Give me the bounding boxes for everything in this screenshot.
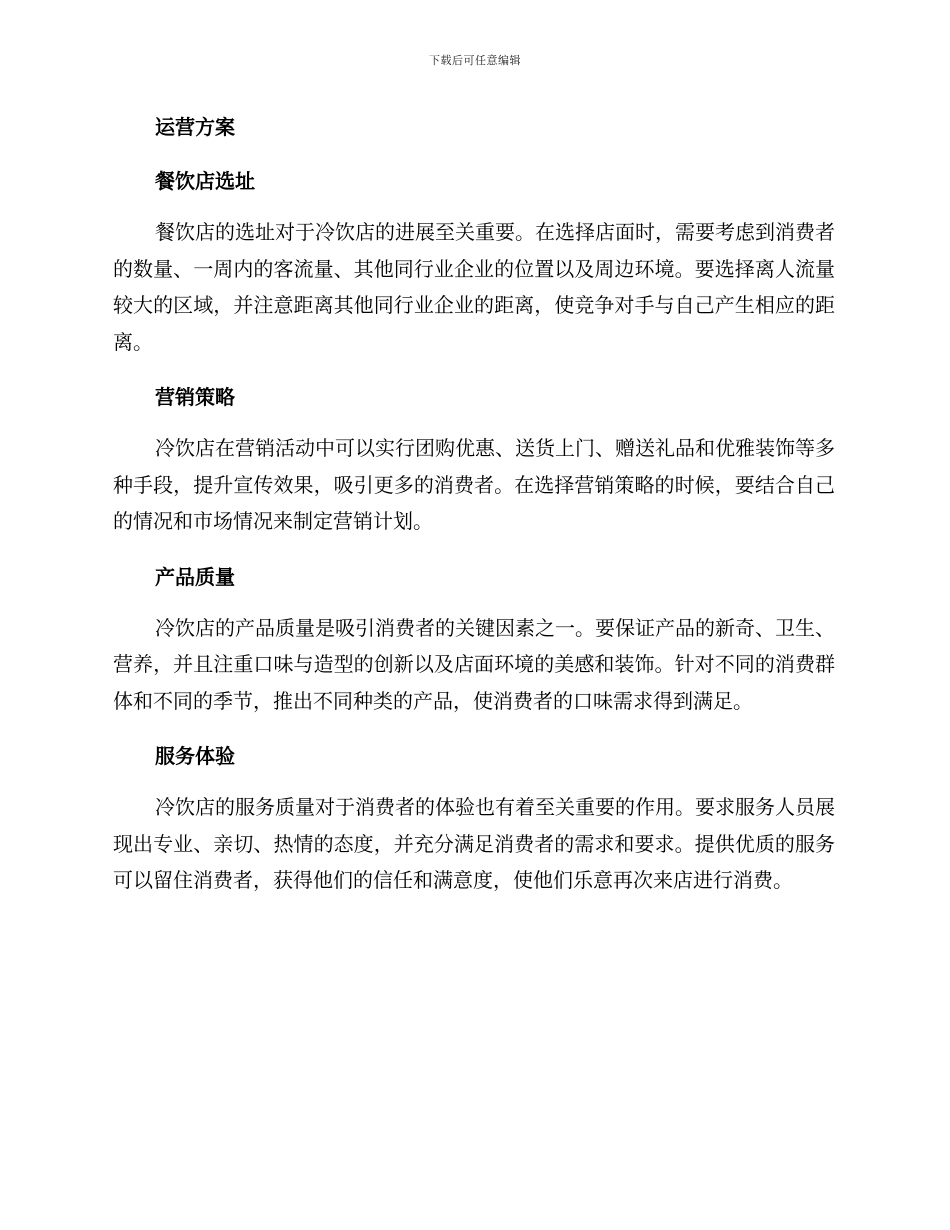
section-product-quality [113,558,835,720]
section-paragraph: 冷饮店在营销活动中可以实行团购优惠、送货上门、赠送礼品和优雅装饰等多种手段，提升宣传效果，吸引更多的消费者。在选择营销策略的时候，要结合自己的情况和市场情况来制定营销计划。 [113,436,835,533]
section-service-experience [113,737,835,899]
section-site-selection [113,162,835,360]
section-heading: 营销策略 [155,385,235,409]
document-title: 运营方案 [155,115,235,139]
section-paragraph: 冷饮店的产品质量是吸引消费者的关键因素之一。要保证产品的新奇、卫生、营养，并且注重口味与造型的创新以及店面环境的美感和装饰。针对不同的消费群体和不同的季节，推出不同种类的产品，使消费者的口味需求得到满足。 [113,615,835,713]
section-marketing-strategy [113,378,835,540]
section-paragraph: 餐饮店的选址对于冷饮店的进展至关重要。在选择店面时，需要考虑到消费者的数量、一周内的客流量、其他同行业企业的位置以及周边环境。要选择离人流量较大的区域，并注意距离其他同行业企业的距离，使竞争对手与自己产生相应的距离。 [113,220,835,354]
document-body [113,108,835,917]
section-heading: 餐饮店选址 [155,169,255,193]
section-heading: 产品质量 [155,564,235,589]
section-paragraph: 冷饮店的服务质量对于消费者的体验也有着至关重要的作用。要求服务人员展现出专业、亲切、热情的态度，并充分满足消费者的需求和要求。提供优质的服务可以留住消费者，获得他们的信任和满意度，使他们乐意再次来店进行消费。 [113,795,835,892]
page-header-note: 下载后可任意编辑 [429,54,521,67]
section-heading: 服务体验 [155,744,235,768]
